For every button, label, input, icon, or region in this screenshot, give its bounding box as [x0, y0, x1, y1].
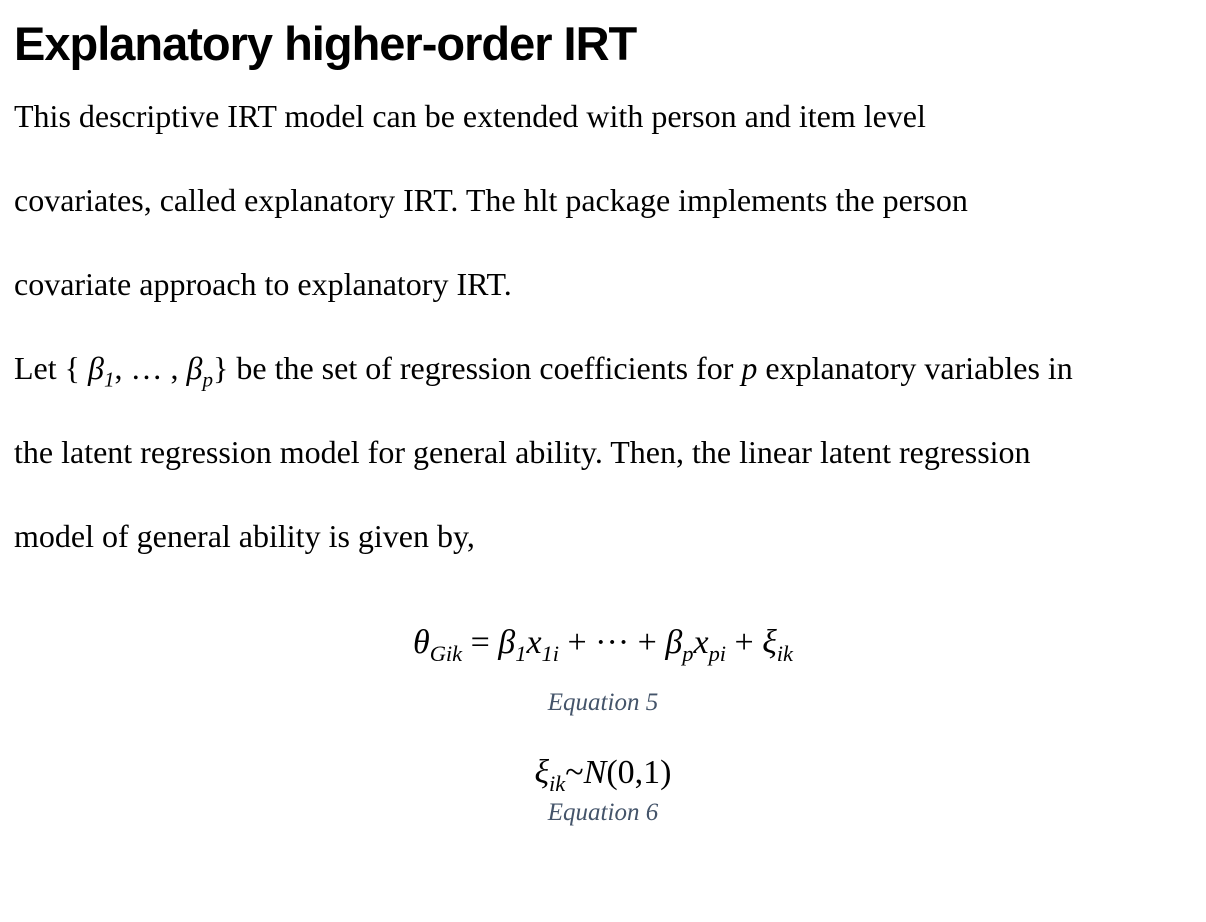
plus-sign: +: [726, 624, 763, 661]
math-beta-first: β: [88, 350, 104, 386]
paragraph1-line2: covariates, called explanatory IRT. The hlt package implements the person: [14, 182, 968, 218]
math-xi: ξ: [762, 624, 777, 661]
math-xi-subscript: ik: [776, 640, 793, 666]
paragraph1-line1: This descriptive IRT model can be extended with person and item level: [14, 98, 926, 134]
tilde-operator: ~: [565, 754, 584, 791]
math-normal-args: (0,1): [606, 754, 672, 791]
text-segment-end: explanatory variables in: [757, 350, 1073, 386]
document-page: [0, 14, 1206, 828]
math-xi: ξ: [534, 754, 550, 791]
math-betap: β: [665, 624, 683, 661]
equation-5-caption: Equation 5: [547, 689, 659, 716]
math-beta1-subscript: 1: [515, 640, 527, 666]
math-normal-N: N: [583, 754, 607, 791]
equation-5: [14, 618, 1192, 668]
paragraph1-line3: covariate approach to explanatory IRT.: [14, 266, 512, 302]
text-segment-ellipsis: , … ,: [114, 350, 187, 386]
text-segment-mid: } be the set of regression coefficients for: [213, 350, 742, 386]
math-theta: θ: [413, 624, 430, 661]
math-beta-first-subscript: 1: [103, 367, 115, 392]
math-xp-subscript: pi: [708, 640, 727, 666]
text-segment-open: Let {: [14, 350, 88, 386]
paragraph2-line3: model of general ability is given by,: [14, 518, 475, 554]
math-x1: x: [526, 624, 542, 661]
paragraph2-line1: [14, 326, 1192, 410]
page-title: Explanatory higher-order IRT: [14, 17, 637, 70]
equals-sign: =: [462, 624, 499, 661]
plus-cdots-plus: + ··· +: [559, 624, 666, 661]
math-beta1: β: [498, 624, 516, 661]
equation-6-caption: Equation 6: [547, 799, 659, 826]
math-x1-subscript: 1i: [541, 640, 559, 666]
math-p-symbol: p: [741, 350, 758, 386]
paragraph2-line2: the latent regression model for general ability. Then, the linear latent regression: [14, 434, 1031, 470]
math-theta-subscript: Gik: [429, 640, 463, 666]
math-betap-subscript: p: [682, 640, 694, 666]
math-beta-last-subscript: p: [202, 367, 213, 392]
math-beta-last: β: [186, 350, 203, 386]
math-xi-subscript: ik: [549, 770, 566, 796]
equation-6: [14, 748, 1192, 798]
math-xp: x: [693, 624, 709, 661]
